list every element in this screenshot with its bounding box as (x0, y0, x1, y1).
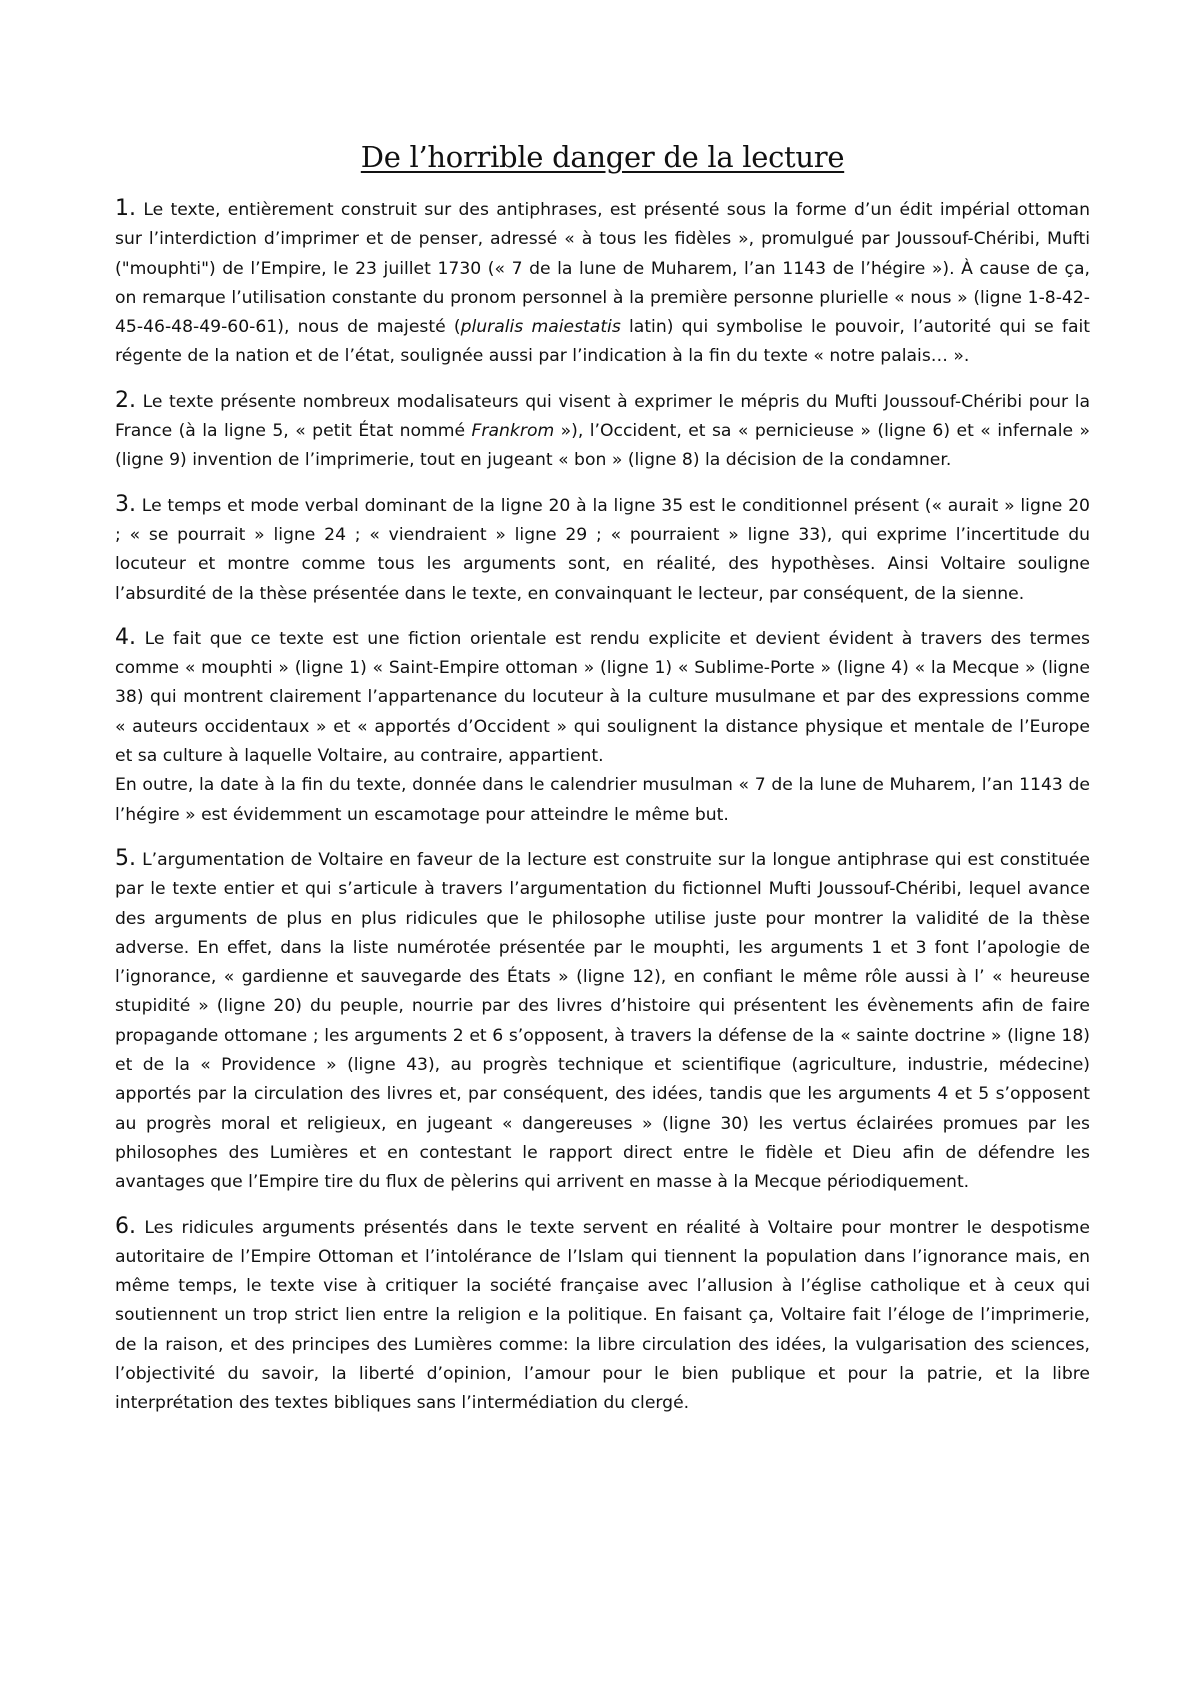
paragraph-3 (115, 490, 1090, 609)
paragraph-2 (115, 386, 1090, 476)
paragraph-4-number: 4. (115, 624, 136, 650)
paragraph-6-number: 6. (115, 1213, 136, 1239)
paragraph-5-text: L’argumentation de Voltaire en faveur de la lecture est construite sur la longue antiphrase qui est constituée par le texte entier et qui s’articule à travers l’argumentation du fictionnel Mufti Joussouf-Chéribi, lequel avance des arguments de plus en plus ridicules que le philosophe utilise juste pour montrer la validité de la thèse adverse. En effet, dans la liste numérotée présentée par le mouphti, les arguments 1 et 3 font l’apologie de l’ignorance, « gardienne et sauvegarde des États » (ligne 12), en confiant le même rôle aussi à l’ « heureuse stupidité » (ligne 20) du peuple, nourrie par des livres d’histoire qui présentent les évènements afin de faire propagande ottomane ; les arguments 2 et 6 s’opposent, à travers la défense de la « sainte doctrine » (ligne 18) et de la « Providence » (ligne 43), au progrès technique et scientifique (agriculture, industrie, médecine) apportés par la circulation des livres et, par conséquent, des idées, tandis que les arguments 4 et 5 s’opposent au progrès moral et religieux, en jugeant « dangereuses » (ligne 30) les vertus éclairées promues par les philosophes des Lumières et en contestant le rapport direct entre le fidèle et Dieu afin de défendre les avantages que l’Empire tire du flux de pèlerins qui arrivent en masse à la Mecque périodiquement. (115, 849, 1090, 1193)
document-title: De l’horrible danger de la lecture (360, 140, 845, 174)
paragraph-3-text: Le temps et mode verbal dominant de la ligne 20 à la ligne 35 est le conditionnel présent (« aurait » ligne 20 ; « se pourrait » ligne 24 ; « viendraient » ligne 29 ; « pourraient » ligne 33), qui exprime l’incertitude du locuteur et montre comme tous les arguments sont, en réalité, des hypothèses. Ainsi Voltaire souligne l’absurdité de la thèse présentée dans le texte, en convainquant le lecteur, par conséquent, de la sienne. (115, 495, 1090, 604)
paragraph-1-text-a: Le texte, entièrement construit sur des antiphrases, est présenté sous la forme d’un édit impérial ottoman sur l’interdiction d’imprimer et de penser, adressé « à tous les fidèles », promulgué par Joussouf-Chéribi, Mufti ("mouphti") de l’Empire, le 23 juillet 1730 (« 7 de la lune de Muharem, l’an 1143 de l’hégire »). À cause de ça, on remarque l’utilisation constante du pronom personnel à la première personne plurielle « nous » (ligne 1-8-42-45-46-48-49-60-61), nous de majesté ( (115, 200, 1090, 338)
paragraph-4-text-b: En outre, la date à la fin du texte, donnée dans le calendrier musulman « 7 de la lune de Muharem, l’an 1143 de l’hégire » est évidemment un escamotage pour atteindre le même but. (115, 775, 1090, 825)
paragraph-1-text-b: latin) qui symbolise le pouvoir, l’autorité qui se fait régente de la nation et de l’état, soulignée aussi par l’indication à la fin du texte « notre palais… ». (115, 317, 1090, 367)
paragraph-5 (115, 844, 1090, 1198)
paragraph-6 (115, 1212, 1090, 1419)
paragraph-6-text: Les ridicules arguments présentés dans le texte servent en réalité à Voltaire pour montrer le despotisme autoritaire de l’Empire Ottoman et l’intolérance de l’Islam qui tiennent la population dans l’ignorance mais, en même temps, le texte vise à critiquer la société française avec l’allusion à l’église catholique et à ceux qui soutiennent un trop strict lien entre la religion e la politique. En faisant ça, Voltaire fait l’éloge de l’imprimerie, de la raison, et des principes des Lumières comme: la libre circulation des idées, la vulgarisation des sciences, l’objectivité du savoir, la liberté d’opinion, l’amour pour le bien publique et pour la patrie, et la libre interprétation des textes bibliques sans l’intermédiation du clergé. (115, 1217, 1090, 1414)
paragraph-2-italic: Frankrom (471, 421, 555, 442)
paragraph-2-number: 2. (115, 387, 136, 413)
paragraph-1-italic: pluralis maiestatis (460, 317, 621, 338)
paragraph-1-number: 1. (115, 196, 136, 221)
paragraph-3-number: 3. (115, 491, 136, 517)
paragraph-4-text-a: Le fait que ce texte est une fiction orientale est rendu explicite et devient évident à travers des termes comme « mouphti » (ligne 1) « Saint-Empire ottoman » (ligne 1) « Sublime-Porte » (ligne 4) « la Mecque » (ligne 38) qui montrent clairement l’appartenance du locuteur à la culture musulmane et par des expressions comme « auteurs occidentaux » et « apportés d’Occident » qui soulignent la distance physique et mentale de l’Europe et sa culture à laquelle Voltaire, au contraire, appartient. (115, 628, 1090, 767)
paragraph-4 (115, 623, 1090, 830)
paragraph-1 (115, 194, 1090, 372)
paragraph-5-number: 5. (115, 845, 136, 871)
paragraph-2-text-b: »), l’Occident, et sa « pernicieuse » (ligne 6) et « infernale » (ligne 9) invention de l’imprimerie, tout en jugeant « bon » (ligne 8) la décision de la condamner. (115, 421, 1090, 471)
paragraph-2-text-a: Le texte présente nombreux modalisateurs qui visent à exprimer le mépris du Mufti Joussouf-Chéribi pour la France (à la ligne 5, « petit État nommé (115, 391, 1090, 442)
document-page (115, 140, 1090, 1433)
